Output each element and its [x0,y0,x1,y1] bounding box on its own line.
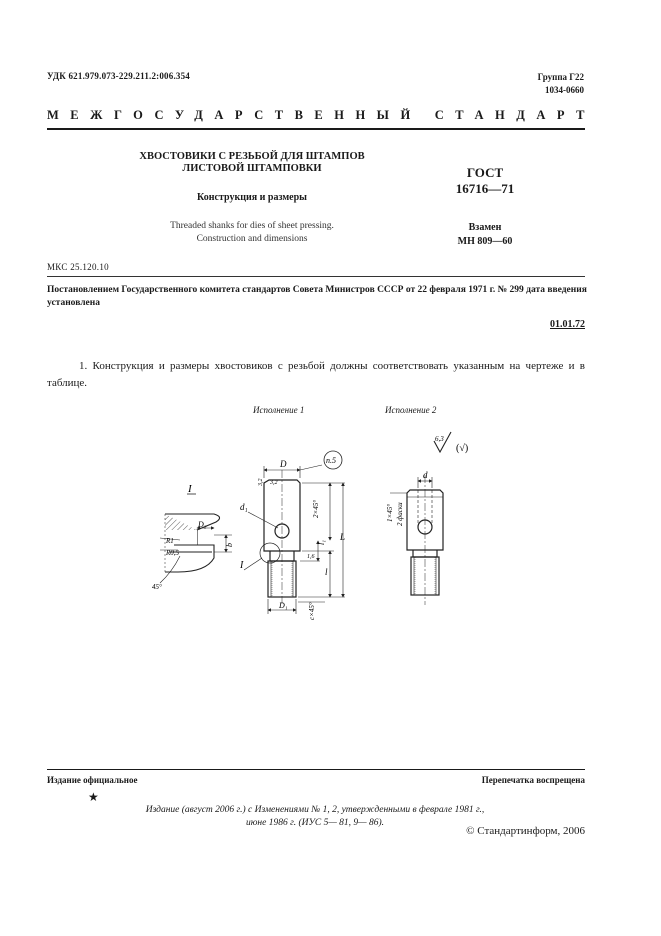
label-l: l [325,567,328,577]
label-d: d [423,470,428,480]
label-ch3: 1×45° [386,503,394,522]
label-ch1: 2×45° [312,499,320,518]
label-D2: D₂ [198,520,207,529]
replaces-number: МН 809—60 [457,236,513,247]
document-subtitle: Конструкция и размеры [197,192,307,203]
footer-rule [47,769,585,770]
label-note: п.5 [326,456,336,465]
label-b: b [225,543,234,547]
version-1-label: Исполнение 1 [253,405,305,415]
label-D: D [280,459,287,469]
label-L: L [340,532,346,542]
standard-type-left: МЕЖГОСУДАРСТВЕННЫЙ [47,108,422,122]
label-rough: 6,3 [435,435,444,443]
edition-line-1: Издание (август 2006 г.) с Изменениями № 1, 2, утвержденными в феврале 1981 г., [145,805,485,815]
version-1-shank [260,470,300,605]
label-R05: R0,5 [166,549,180,557]
label-angle: 45° [152,583,162,591]
title-line-2: ЛИСТОВОЙ ШТАМПОВКИ [182,163,322,174]
label-ch2: c×45° [308,602,316,620]
star-icon: ★ [88,790,99,804]
detail-ref-leader [244,558,262,570]
udk-code: УДК 621.979.073-229.211.2:006.354 [47,71,191,81]
label-facets: 2 фаски [396,502,404,526]
detail-label-ref: I [240,560,244,571]
gost-label: ГОСТ [466,165,504,180]
copyright: © Стандартинформ, 2006 [466,825,585,837]
decree-text: Постановлением Государственного комитета стандартов Совета Министров СССР от 22 февраля 1971 г. № 299 дата введения установлена [47,285,587,308]
dimension-D [264,465,322,478]
label-rough-paren: (√) [456,443,469,454]
version-2-label: Исполнение 2 [385,405,437,415]
replaces-label: Взамен [468,222,502,233]
gost-number: 16716—71 [455,181,515,196]
mks-code: МКС 25.120.10 [47,262,109,272]
version-2-shank [407,475,443,605]
edition-line-2: июне 1986 г. (ИУС 5— 81, 9— 86). [245,818,385,828]
paragraph-1: 1. Конструкция и размеры хвостовиков с резьбой должны соответствовать указанным на чертеже и в таблице. [47,360,585,389]
standard-type-right: СТАНДАРТ [434,108,596,122]
label-D1: D₁ [279,601,288,610]
okstu-code: 1034-0660 [545,85,584,95]
label-R1: R1 [166,537,174,545]
label-r32b: 3,2 [270,480,278,486]
english-title-line-2: Construction and dimensions [196,234,308,244]
d1-leader [248,512,278,528]
label-d1: d₁ [240,502,248,512]
detail-label-top: I [188,483,192,495]
label-r32: 3,2 [258,478,264,486]
label-r16: 1,6 [307,554,315,560]
official-edition-label: Издание официальное [47,775,138,785]
group-label: Группа Г22 [537,72,584,82]
reprint-notice: Перепечатка воспрещена [481,775,585,785]
english-title-line-1: Threaded shanks for dies of sheet pressing. [170,221,334,231]
effective-date: 01.01.72 [550,319,585,330]
title-line-1: ХВОСТОВИКИ С РЕЗЬБОЙ ДЛЯ ШТАМПОВ [139,151,365,162]
label-l1: l₁ [317,539,326,545]
